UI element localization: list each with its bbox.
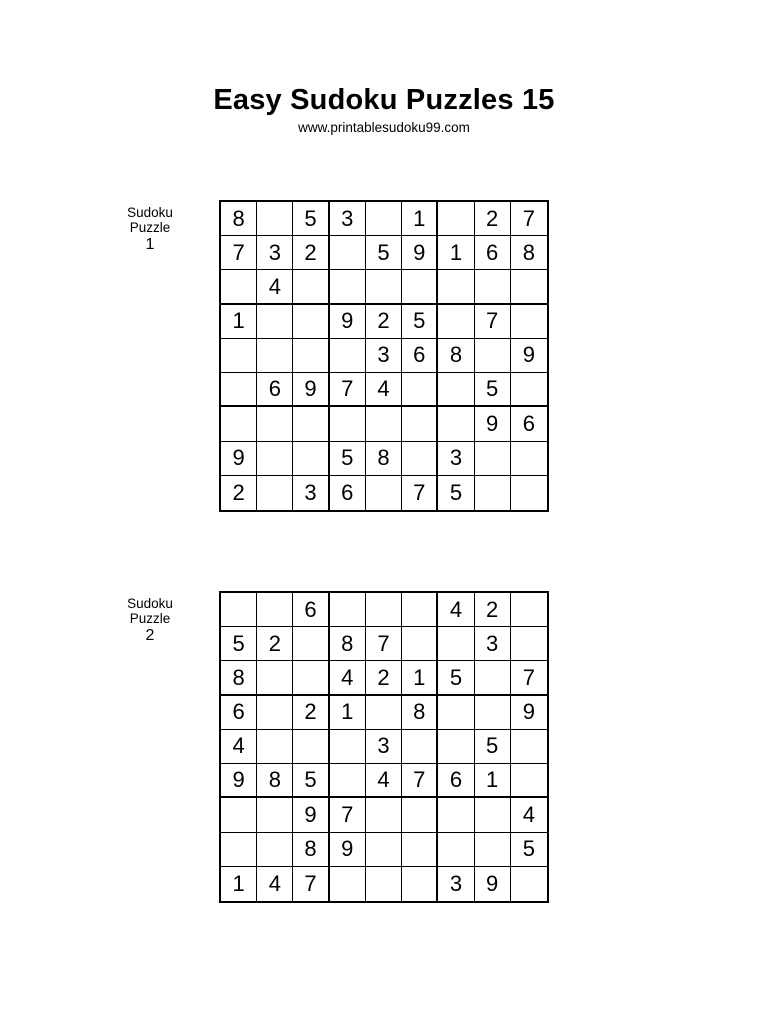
puzzle-2-label-line1: Sudoku xyxy=(127,596,173,611)
sudoku-cell: 8 xyxy=(402,696,438,730)
sudoku-cell xyxy=(221,593,257,627)
sudoku-cell: 6 xyxy=(475,236,511,270)
sudoku-cell: 1 xyxy=(402,202,438,236)
sudoku-cell: 1 xyxy=(402,661,438,695)
sudoku-cell: 8 xyxy=(330,627,366,661)
sudoku-cell: 5 xyxy=(475,373,511,407)
sudoku-cell xyxy=(402,833,438,867)
puzzle-1-label-line2: Puzzle xyxy=(129,220,171,235)
sudoku-cell xyxy=(475,661,511,695)
sudoku-cell xyxy=(257,202,293,236)
sudoku-cell xyxy=(366,407,402,441)
sudoku-cell: 6 xyxy=(257,373,293,407)
sudoku-cell: 1 xyxy=(221,867,257,901)
sudoku-cell xyxy=(257,696,293,730)
sudoku-cell: 9 xyxy=(293,798,329,832)
sudoku-cell xyxy=(257,593,293,627)
sudoku-cell xyxy=(257,798,293,832)
sudoku-cell xyxy=(330,867,366,901)
sudoku-cell: 9 xyxy=(293,373,329,407)
sudoku-cell: 6 xyxy=(330,476,366,510)
sudoku-cell xyxy=(221,833,257,867)
sudoku-cell xyxy=(438,270,474,304)
page-title: Easy Sudoku Puzzles 15 xyxy=(213,84,555,116)
sudoku-cell: 1 xyxy=(221,305,257,339)
sudoku-cell: 5 xyxy=(366,236,402,270)
sudoku-cell: 5 xyxy=(438,476,474,510)
sudoku-cell: 7 xyxy=(330,798,366,832)
sudoku-cell xyxy=(330,764,366,798)
sudoku-cell xyxy=(257,407,293,441)
sudoku-cell xyxy=(293,442,329,476)
sudoku-cell xyxy=(511,305,547,339)
sudoku-cell: 5 xyxy=(293,764,329,798)
sudoku-cell: 4 xyxy=(366,764,402,798)
sudoku-cell xyxy=(221,407,257,441)
sudoku-cell xyxy=(475,696,511,730)
sudoku-cell xyxy=(366,798,402,832)
sudoku-cell: 9 xyxy=(511,339,547,373)
sudoku-cell: 1 xyxy=(330,696,366,730)
sudoku-cell xyxy=(221,373,257,407)
sudoku-cell: 9 xyxy=(330,833,366,867)
sudoku-cell: 8 xyxy=(366,442,402,476)
sudoku-cell: 8 xyxy=(293,833,329,867)
sudoku-cell xyxy=(366,593,402,627)
sudoku-cell xyxy=(366,833,402,867)
sudoku-cell xyxy=(402,798,438,832)
sudoku-cell xyxy=(366,270,402,304)
sudoku-cell xyxy=(475,798,511,832)
sudoku-cell: 3 xyxy=(293,476,329,510)
sudoku-cell: 5 xyxy=(402,305,438,339)
sudoku-cell xyxy=(293,270,329,304)
sudoku-cell: 8 xyxy=(511,236,547,270)
sudoku-cell xyxy=(293,407,329,441)
puzzle-1-label-line1: Sudoku xyxy=(127,205,173,220)
sudoku-cell: 1 xyxy=(438,236,474,270)
sudoku-cell xyxy=(257,661,293,695)
sudoku-cell: 2 xyxy=(293,696,329,730)
sudoku-cell xyxy=(475,476,511,510)
sudoku-cell: 9 xyxy=(475,867,511,901)
sudoku-cell xyxy=(475,270,511,304)
puzzle-2-number: 2 xyxy=(145,627,155,644)
sudoku-cell xyxy=(402,730,438,764)
sudoku-cell xyxy=(438,627,474,661)
sudoku-cell xyxy=(511,593,547,627)
sudoku-cell xyxy=(366,202,402,236)
sudoku-grid-1 xyxy=(219,200,549,512)
sudoku-cell xyxy=(438,696,474,730)
sudoku-cell xyxy=(438,202,474,236)
sudoku-cell: 2 xyxy=(366,305,402,339)
sudoku-cell xyxy=(438,305,474,339)
sudoku-cell: 4 xyxy=(330,661,366,695)
sudoku-cell xyxy=(511,764,547,798)
sudoku-cell: 7 xyxy=(293,867,329,901)
sudoku-cell xyxy=(402,867,438,901)
sudoku-cell: 5 xyxy=(475,730,511,764)
sudoku-cell xyxy=(475,833,511,867)
sudoku-cell: 7 xyxy=(402,476,438,510)
sudoku-cell: 1 xyxy=(475,764,511,798)
sudoku-cell xyxy=(330,730,366,764)
sudoku-cell: 3 xyxy=(438,442,474,476)
sudoku-cell: 9 xyxy=(330,305,366,339)
sudoku-cell: 5 xyxy=(438,661,474,695)
sudoku-cell xyxy=(293,661,329,695)
sudoku-cell xyxy=(257,476,293,510)
sudoku-cell: 6 xyxy=(511,407,547,441)
sudoku-cell: 3 xyxy=(366,339,402,373)
sudoku-cell xyxy=(475,442,511,476)
sudoku-cell: 3 xyxy=(366,730,402,764)
sudoku-cell: 6 xyxy=(221,696,257,730)
sudoku-cell xyxy=(330,339,366,373)
sudoku-cell xyxy=(511,476,547,510)
sudoku-cell xyxy=(221,339,257,373)
sudoku-cell: 9 xyxy=(511,696,547,730)
sudoku-cell xyxy=(475,339,511,373)
sudoku-cell xyxy=(257,730,293,764)
sudoku-cell: 4 xyxy=(257,867,293,901)
sudoku-cell: 4 xyxy=(366,373,402,407)
sudoku-cell xyxy=(330,270,366,304)
sudoku-cell: 5 xyxy=(221,627,257,661)
sudoku-cell: 2 xyxy=(257,627,293,661)
sudoku-cell xyxy=(511,627,547,661)
sudoku-cell: 5 xyxy=(330,442,366,476)
website-url: www.printablesudoku99.com xyxy=(298,120,470,135)
sudoku-cell xyxy=(402,593,438,627)
sudoku-cell xyxy=(330,593,366,627)
sudoku-cell: 4 xyxy=(221,730,257,764)
sudoku-cell xyxy=(293,339,329,373)
sudoku-cell: 8 xyxy=(221,661,257,695)
sudoku-cell xyxy=(402,442,438,476)
sudoku-cell xyxy=(293,730,329,764)
sudoku-cell: 7 xyxy=(402,764,438,798)
sudoku-cell xyxy=(257,305,293,339)
sudoku-cell: 9 xyxy=(221,442,257,476)
sudoku-cell xyxy=(438,407,474,441)
sudoku-cell xyxy=(330,236,366,270)
sudoku-cell: 5 xyxy=(293,202,329,236)
sudoku-cell: 2 xyxy=(293,236,329,270)
sudoku-cell xyxy=(366,476,402,510)
sudoku-cell: 7 xyxy=(330,373,366,407)
sudoku-cell: 9 xyxy=(475,407,511,441)
sudoku-cell: 9 xyxy=(221,764,257,798)
sudoku-cell: 8 xyxy=(257,764,293,798)
sudoku-cell xyxy=(402,407,438,441)
sudoku-cell xyxy=(402,373,438,407)
sudoku-cell: 6 xyxy=(293,593,329,627)
sudoku-cell xyxy=(293,305,329,339)
sudoku-cell xyxy=(511,867,547,901)
sudoku-cell: 4 xyxy=(438,593,474,627)
puzzle-1-label xyxy=(110,205,190,254)
sudoku-cell: 8 xyxy=(221,202,257,236)
sudoku-cell xyxy=(511,373,547,407)
sudoku-cell: 7 xyxy=(511,202,547,236)
sudoku-cell xyxy=(511,730,547,764)
sudoku-cell: 3 xyxy=(438,867,474,901)
puzzle-2-label-line2: Puzzle xyxy=(129,611,171,626)
puzzle-2-label xyxy=(110,596,190,645)
sudoku-cell xyxy=(438,730,474,764)
sudoku-cell: 3 xyxy=(330,202,366,236)
sudoku-cell: 9 xyxy=(402,236,438,270)
sudoku-cell: 6 xyxy=(402,339,438,373)
sudoku-cell xyxy=(438,833,474,867)
sudoku-cell xyxy=(257,339,293,373)
sudoku-cell: 7 xyxy=(475,305,511,339)
sudoku-cell: 8 xyxy=(438,339,474,373)
sudoku-cell: 7 xyxy=(366,627,402,661)
sudoku-cell: 2 xyxy=(366,661,402,695)
sudoku-cell xyxy=(366,696,402,730)
sudoku-cell: 3 xyxy=(475,627,511,661)
sudoku-cell: 4 xyxy=(257,270,293,304)
sudoku-cell xyxy=(402,627,438,661)
puzzle-1-number: 1 xyxy=(145,236,155,253)
sudoku-cell xyxy=(257,442,293,476)
sudoku-cell: 4 xyxy=(511,798,547,832)
sudoku-cell: 5 xyxy=(511,833,547,867)
sudoku-cell xyxy=(293,627,329,661)
sudoku-cell xyxy=(402,270,438,304)
sudoku-cell xyxy=(511,270,547,304)
sudoku-cell: 7 xyxy=(221,236,257,270)
sudoku-cell: 2 xyxy=(475,593,511,627)
sudoku-cell xyxy=(257,833,293,867)
sudoku-cell: 6 xyxy=(438,764,474,798)
sudoku-cell xyxy=(221,798,257,832)
sudoku-cell xyxy=(438,798,474,832)
sudoku-cell xyxy=(221,270,257,304)
sudoku-cell: 2 xyxy=(475,202,511,236)
sudoku-cell xyxy=(438,373,474,407)
sudoku-cell xyxy=(366,867,402,901)
sudoku-cell xyxy=(330,407,366,441)
sudoku-cell: 2 xyxy=(221,476,257,510)
sudoku-cell: 7 xyxy=(511,661,547,695)
sudoku-cell xyxy=(511,442,547,476)
sudoku-grid-2 xyxy=(219,591,549,903)
sudoku-cell: 3 xyxy=(257,236,293,270)
